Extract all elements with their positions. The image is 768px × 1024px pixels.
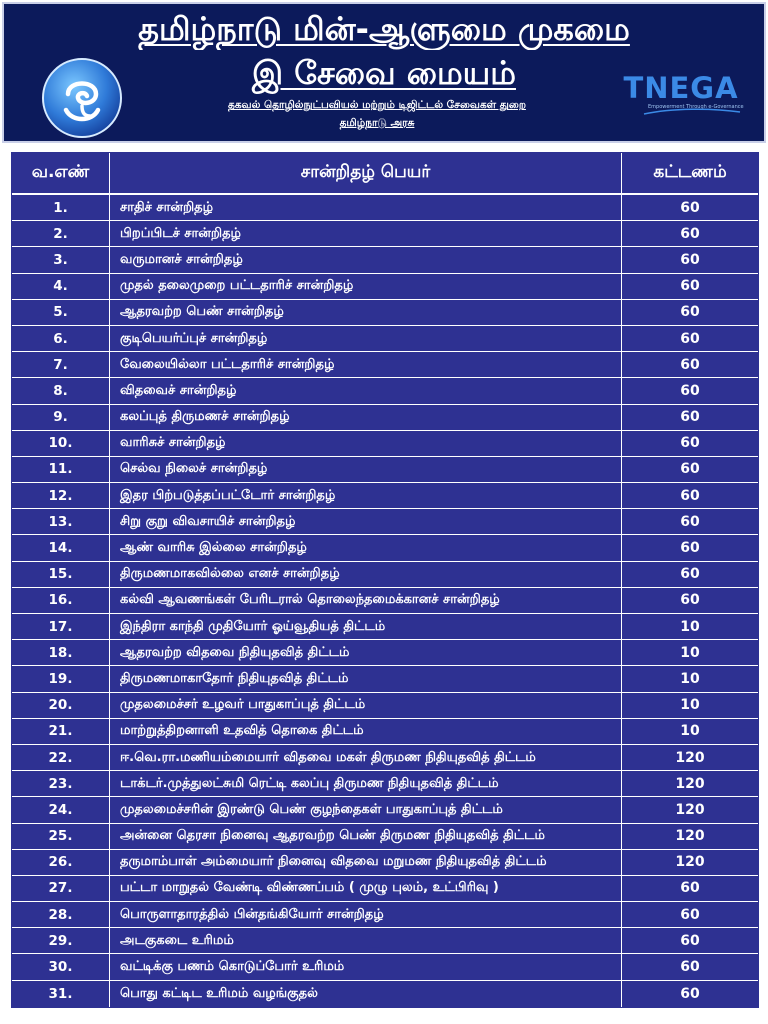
table-row [12,483,758,509]
tnega-logo-text: TNEGA [623,71,739,105]
serial-number-cell: 17. [12,614,110,639]
serial-number-cell: 7. [12,352,110,377]
fee-cell: 120 [675,749,705,766]
serial-number-cell: 19. [12,666,110,691]
serial-number-cell: 25. [12,824,110,849]
tnega-logo [614,72,748,118]
government-name: தமிழ்நாடு அரசு [339,117,415,129]
fee-cell: 10 [680,670,700,687]
table-row [12,954,758,980]
table-row [12,274,758,300]
certificate-name-cell: ஆதரவற்ற விதவை நிதியுதவித் திட்டம் [110,640,622,665]
fee-cell: 10 [680,697,700,714]
certificate-name-cell: ஆதரவற்ற பெண் சான்றிதழ் [110,300,622,325]
certificate-name-cell: அடகுகடை உரிமம் [110,928,622,953]
swoosh-icon [642,106,742,118]
certificate-name-cell: திருமணமாகவில்லை எனச் சான்றிதழ் [110,562,622,587]
certificate-name-cell: வேலையில்லா பட்டதாரிச் சான்றிதழ் [110,352,622,377]
table-row [12,745,758,771]
fee-cell: 10 [680,644,700,661]
table-row [12,326,758,352]
table-row [12,300,758,326]
table-row [12,509,758,535]
serial-number-cell: 20. [12,693,110,718]
table-row [12,902,758,928]
serial-number-cell: 28. [12,902,110,927]
certificate-name-cell: வாரிசுச் சான்றிதழ் [110,431,622,456]
serial-number-cell: 1. [12,195,110,220]
department-name: தகவல் தொழில்நுட்பவியல் மற்றும் டிஜிட்டல் சேவைகள் துறை [228,99,526,111]
fee-cell: 60 [680,409,700,426]
table-row [12,693,758,719]
table-row [12,614,758,640]
certificate-name-cell: பிறப்பிடச் சான்றிதழ் [110,221,622,246]
certificate-name-cell: குடிபெயர்ப்புச் சான்றிதழ் [110,326,622,351]
table-row [12,797,758,823]
certificate-name-cell: முதலமைச்சர் உழவர் பாதுகாப்புத் திட்டம் [110,693,622,718]
fee-cell: 60 [680,278,700,295]
fee-cell: 60 [680,566,700,583]
fee-cell: 60 [680,592,700,609]
table-row [12,247,758,273]
table-row [12,352,758,378]
serial-number-cell: 24. [12,797,110,822]
service-fee-table [12,153,758,1007]
certificate-name-cell: விதவைச் சான்றிதழ் [110,378,622,403]
serial-number-cell: 26. [12,850,110,875]
table-row [12,378,758,404]
serial-number-cell: 27. [12,876,110,901]
fee-cell: 60 [680,356,700,373]
fee-cell: 60 [680,382,700,399]
table-row [12,431,758,457]
fee-cell: 60 [680,487,700,504]
certificate-name-cell: மாற்றுத்திறனாளி உதவித் தொகை திட்டம் [110,719,622,744]
certificate-name-cell: வருமானச் சான்றிதழ் [110,247,622,272]
serial-number-cell: 31. [12,981,110,1007]
fee-cell: 60 [680,225,700,242]
fee-cell: 60 [680,435,700,452]
serial-number-cell: 11. [12,457,110,482]
serial-number-cell: 16. [12,588,110,613]
certificate-name-cell: வட்டிக்கு பணம் கொடுப்போர் உரிமம் [110,954,622,979]
serial-number-cell: 3. [12,247,110,272]
serial-number-cell: 29. [12,928,110,953]
serial-number-cell: 30. [12,954,110,979]
table-row [12,221,758,247]
table-row [12,850,758,876]
table-row [12,824,758,850]
table-row [12,588,758,614]
fee-cell: 60 [680,932,700,949]
serial-number-cell: 8. [12,378,110,403]
serial-number-cell: 18. [12,640,110,665]
certificate-name-cell: கல்வி ஆவணங்கள் பேரிடரால் தொலைந்தமைக்கானச் சான்றிதழ் [110,588,622,613]
certificate-name-cell: இதர பிற்படுத்தப்பட்டோர் சான்றிதழ் [110,483,622,508]
serial-number-cell: 14. [12,535,110,560]
serial-number-cell: 2. [12,221,110,246]
fee-cell: 10 [680,723,700,740]
serial-number-cell: 5. [12,300,110,325]
fee-cell: 60 [680,513,700,530]
table-row [12,535,758,561]
certificate-name-cell: கலப்புத் திருமணச் சான்றிதழ் [110,405,622,430]
certificate-name-cell: முதல் தலைமுறை பட்டதாரிச் சான்றிதழ் [110,274,622,299]
certificate-name-cell: அன்னை தெரசா நினைவு ஆதரவற்ற பெண் திருமண நிதியுதவித் திட்டம் [110,824,622,849]
fee-cell: 120 [675,854,705,871]
certificate-name-cell: செல்வ நிலைச் சான்றிதழ் [110,457,622,482]
table-row [12,562,758,588]
certificate-name-cell: பட்டா மாறுதல் வேண்டி விண்ணப்பம் ( முழு புலம், உட்பிரிவு ) [110,876,622,901]
certificate-name-cell: டாக்டர்.முத்துலட்சுமி ரெட்டி கலப்பு திருமண நிதியுதவித் திட்டம் [110,771,622,796]
table-row [12,405,758,431]
fee-cell: 60 [680,304,700,321]
serial-number-cell: 22. [12,745,110,770]
tnega-tagline: Empowerment Through e-Governance [648,104,744,110]
table-row [12,981,758,1007]
fee-cell: 60 [680,880,700,897]
certificate-name-cell: ஈ.வெ.ரா.மணியம்மையார் விதவை மகள் திருமண நிதியுதவித் திட்டம் [110,745,622,770]
certificate-name-cell: முதலமைச்சரின் இரண்டு பெண் குழந்தைகள் பாதுகாப்புத் திட்டம் [110,797,622,822]
fee-cell: 120 [675,775,705,792]
center-title: இ சேவை மையம் [252,54,516,92]
table-row [12,195,758,221]
fee-cell: 60 [680,199,700,216]
serial-number-cell: 12. [12,483,110,508]
serial-number-cell: 21. [12,719,110,744]
fee-cell: 60 [680,251,700,268]
certificate-name-cell: பொருளாதாரத்தில் பின்தங்கியோர் சான்றிதழ் [110,902,622,927]
fee-cell: 60 [680,540,700,557]
fee-cell: 60 [680,330,700,347]
fee-cell: 120 [675,828,705,845]
table-row [12,876,758,902]
fee-cell: 60 [680,906,700,923]
table-row [12,457,758,483]
table-header-row [12,153,758,195]
fee-cell: 10 [680,618,700,635]
serial-number-cell: 10. [12,431,110,456]
serial-number-cell: 23. [12,771,110,796]
agency-title: தமிழ்நாடு மின்-ஆளுமை முகமை [138,10,630,48]
certificate-name-cell: பொது கட்டிட உரிமம் வழங்குதல் [110,981,622,1007]
fee-cell: 120 [675,801,705,818]
column-header-serial: வ.எண் [12,153,110,193]
certificate-name-cell: சிறு குறு விவசாயிச் சான்றிதழ் [110,509,622,534]
table-body [12,195,758,1007]
column-header-certificate-name: சான்றிதழ் பெயர் [110,153,622,193]
table-row [12,771,758,797]
certificate-name-cell: ஆண் வாரிசு இல்லை சான்றிதழ் [110,535,622,560]
serial-number-cell: 13. [12,509,110,534]
table-row [12,928,758,954]
header-banner [2,2,766,143]
table-row [12,666,758,692]
serial-number-cell: 15. [12,562,110,587]
table-row [12,719,758,745]
serial-number-cell: 9. [12,405,110,430]
certificate-name-cell: தருமாம்பாள் அம்மையார் நினைவு விதவை மறுமண நிதியுதவித் திட்டம் [110,850,622,875]
certificate-name-cell: இந்திரா காந்தி முதியோர் ஓய்வூதியத் திட்டம் [110,614,622,639]
table-row [12,640,758,666]
fee-cell: 60 [680,461,700,478]
certificate-name-cell: திருமணமாகாதோர் நிதியுதவித் திட்டம் [110,666,622,691]
column-header-fee: கட்டணம் [653,162,727,182]
serial-number-cell: 6. [12,326,110,351]
fee-cell: 60 [680,959,700,976]
serial-number-cell: 4. [12,274,110,299]
certificate-name-cell: சாதிச் சான்றிதழ் [110,195,622,220]
fee-cell: 60 [680,985,700,1002]
